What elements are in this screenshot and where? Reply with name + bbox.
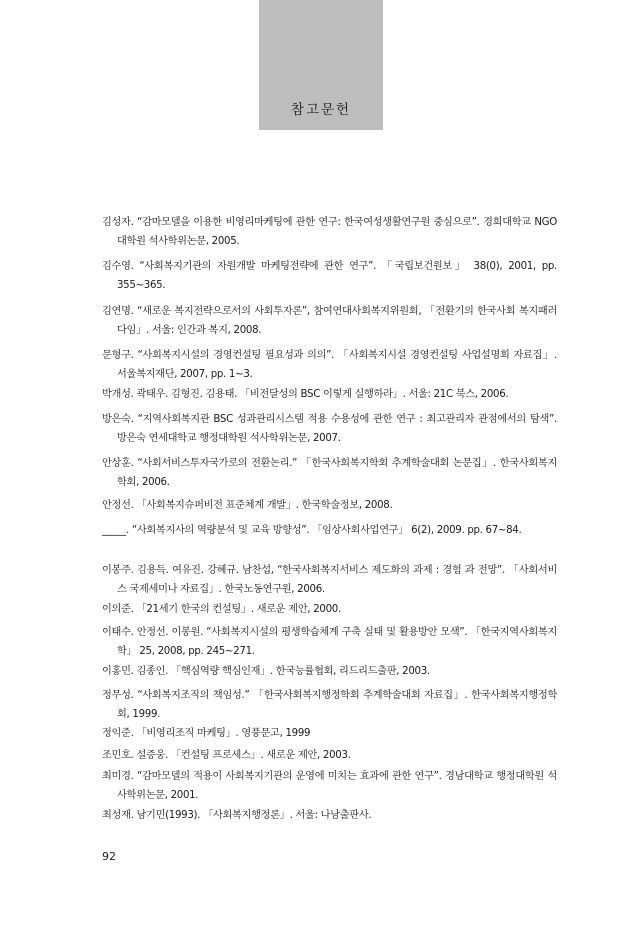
reference-entry: 최미경. “감마모델의 적용이 사회복지기관의 운영에 미치는 효과에 관한 연구”. 경남대학교 행정대학원 석사학위논문, 2001. (102, 771, 557, 801)
reference-entry: 문형구. “사회복지시설의 경영컨설팅 필요성과 의의”. 「사회복지시설 경영컨설팅 사업설명회 자료집」. 서울복지재단, 2007, pp. 1~3. (102, 350, 557, 380)
reference-entry: 안상훈. “사회서비스투자국가로의 전환논리.” 「한국사회복지학회 추계학술대회 논문집」. 한국사회복지학회, 2006. (102, 458, 557, 488)
page-number: 92 (102, 850, 116, 863)
reference-entry: 조민호. 설증웅. 「컨설팅 프로세스」. 새로운 제안, 2003. (102, 750, 351, 761)
page-title: 참고문헌 (290, 102, 352, 118)
reference-entry: _____. “사회복지사의 역량분석 및 교육 방향성”. 「임상사회사업연구」 6(2), 2009. pp. 67~84. (102, 525, 522, 536)
reference-entry: 김연명. “새로운 복지전략으로서의 사회투자론”, 참여연대사회복지위원회, 「전환기의 한국사회 복지패러다임」. 서울: 인간과 복지, 2008. (102, 306, 557, 336)
reference-entry: 이홍민. 김종인. 「핵심역량 핵심인재」. 한국능률협회, 리드리드출판, 2003. (102, 666, 430, 677)
reference-entry: 최성재. 남기민(1993). 「사회복지행정론」. 서울: 나남출판사. (102, 810, 372, 821)
reference-entry: 방은숙. “지역사회복지관 BSC 성과관리시스템 적용 수용성에 관한 연구 : 최고관리자 관점에서의 탐색”. 방은숙 연세대학교 행정대학원 석사학위논문, 2007. (102, 414, 557, 444)
reference-entry: 이봉주. 김용득. 여유진. 강혜규. 남찬섭, “한국사회복지서비스 제도화의 과제 : 경험 과 전망”. 「사회서비스 국제세미나 자료집」. 한국노동연구원, 2006. (102, 565, 557, 595)
reference-entry: 안정선. 「사회복지슈퍼비전 표준체계 개발」. 한국학술정보, 2008. (102, 500, 393, 511)
reference-entry: 정무성. “사회복지조직의 책임성.” 「한국사회복지행정학회 추계학술대회 자료집」. 한국사회복지행정학회, 1999. (102, 690, 557, 720)
reference-entry: 이태수. 안정선. 이봉원. “사회복지시설의 평생학습체계 구축 실태 및 활용방안 모색”. 「한국지역사회복지학」 25, 2008, pp. 245~271. (102, 627, 557, 657)
reference-entry: 이의준. 「21세기 한국의 컨설팅」. 새로운 제안, 2000. (102, 604, 341, 615)
header-tab (259, 0, 383, 130)
reference-entry: 박개성. 곽태우. 김형진. 김용태. 「비전달성의 BSC 이렇게 실행하라」. 서울: 21C 북스, 2006. (102, 389, 509, 400)
reference-entry: 김수영. “사회복지기관의 자원개발 마케팅전략에 관한 연구”. 「국립보건원보」 38(0), 2001, pp. 355~365. (102, 261, 557, 291)
reference-entry: 김성자. “감마모델을 이용한 비영리마케팅에 관한 연구: 한국여성생활연구원 중심으로”. 경희대학교 NGO대학원 석사학위논문, 2005. (102, 217, 557, 247)
reference-entry: 정익준. 「비영리조직 마케팅」. 영풍문고, 1999 (102, 728, 311, 739)
